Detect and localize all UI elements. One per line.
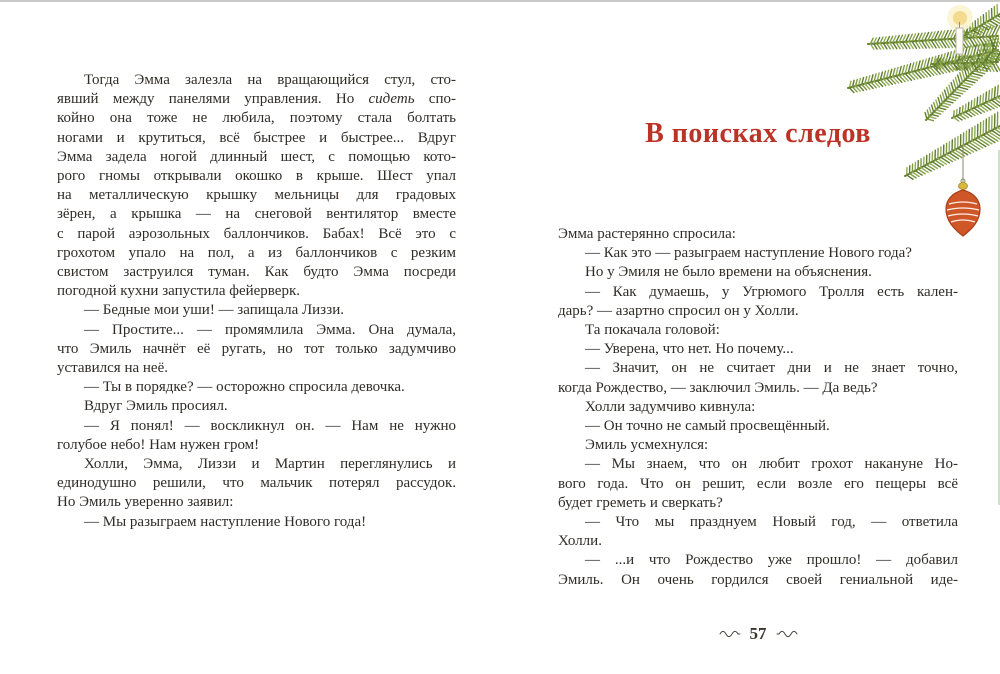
- fir-branch-decoration: [810, 0, 1000, 250]
- text-line: — ...и что Рождество уже прошло! — добавил: [585, 552, 958, 569]
- text-line: Холли.: [558, 533, 602, 550]
- squiggle-ornament-icon: [776, 630, 798, 638]
- text-line: — Что мы празднуем Новый год, — ответила: [585, 514, 958, 531]
- text-line: зёрен, а крышка — на снеговой вентилятор вместе: [57, 206, 456, 223]
- text-line: — Бедные мои уши! — запищала Лиззи.: [84, 302, 344, 319]
- text-line: вого года. Что он решит, если возле его пещеры всё: [558, 475, 958, 492]
- page-footer: [558, 624, 958, 644]
- text-line: Но у Эмиля не было времени на объяснения.: [585, 264, 872, 281]
- text-line: — Мы знаем, что он любит грохот накануне Но-: [585, 456, 958, 473]
- chapter-heading: В поисках следов: [645, 118, 871, 149]
- text-line: — Ты в порядке? — осторожно спросила девочка.: [84, 379, 405, 396]
- text-line: — Простите... — промямлила Эмма. Она думала,: [84, 321, 456, 338]
- text-line: грохотом упало на пол, а из баллончиков с резким: [57, 244, 456, 261]
- text-line: свистом заструился туман. Как будто Эмма посреди: [57, 264, 456, 281]
- text-line: погодной кухни запустила фейерверк.: [57, 283, 300, 300]
- text-line: Но Эмиль уверенно заявил:: [57, 494, 234, 511]
- text-line: Эмма растерянно спросила:: [558, 226, 736, 242]
- text-line: — Я понял! — воскликнул он. — Нам не нужно: [84, 417, 456, 434]
- text-line: дарь? — азартно спросил он у Холли.: [558, 302, 799, 319]
- text-line: Та покачала головой:: [585, 322, 720, 339]
- squiggle-ornament-icon: [719, 630, 741, 638]
- page-number: 57: [749, 624, 767, 643]
- text-line: Холли, Эмма, Лиззи и Мартин переглянулись и: [84, 456, 456, 473]
- text-line: будет греметь и сверкать?: [558, 494, 723, 511]
- text-line: на металлическую крышку мельницы для градовых: [57, 187, 456, 204]
- text-line: Тогда Эмма залезла на вращающийся стул, сто-: [84, 72, 456, 88]
- text-line: — Как думаешь, у Угрюмого Тролля есть кален-: [585, 283, 958, 300]
- text-line: — Он точно не самый просвещённый.: [585, 418, 830, 435]
- text-line: с парой аэрозольных баллончиков. Бабах! Всё это с: [57, 225, 456, 242]
- text-line: единодушно решили, что мальчик потерял рассудок.: [57, 475, 456, 492]
- text-line: голубое небо! Нам нужен гром!: [57, 436, 260, 453]
- bauble-ornament-icon: [946, 146, 980, 236]
- right-page-text: [558, 225, 958, 590]
- text-line: что Эмиль начнёт её ругать, но тот только задумчиво: [57, 340, 456, 357]
- text-line: уставился на неё.: [57, 360, 168, 377]
- text-line: — Как это — разыграем наступление Нового года?: [585, 245, 912, 262]
- text-line: койно она тоже не любила, поэтому стала болтать: [57, 110, 456, 127]
- left-page-text: [57, 71, 456, 532]
- text-line: когда Рождество, — заключил Эмиль. — Да ведь?: [558, 379, 878, 396]
- text-line: ногами и крутиться, всё быстрее и быстрее... Вдруг: [57, 129, 456, 146]
- text-line: Холли задумчиво кивнула:: [585, 398, 756, 415]
- text-line: Вдруг Эмиль просиял.: [84, 398, 228, 415]
- text-line: — Значит, он не считает дни и не знает точно,: [585, 360, 958, 377]
- text-line: рого гномы открывали окошко в крыше. Шест упал: [57, 168, 456, 185]
- text-line: Эмма задела ногой длинный шест, с помощью кото-: [57, 148, 456, 165]
- text-line: — Уверена, что нет. Но почему...: [585, 341, 794, 358]
- text-line: Эмиль. Он очень гордился своей гениальной иде-: [558, 571, 958, 588]
- text-line: явший между панелями управления. Но сидеть спо-: [57, 91, 456, 108]
- text-line: Эмиль усмехнулся:: [585, 437, 709, 454]
- text-line: — Мы разыграем наступление Нового года!: [84, 513, 367, 530]
- fir-branch-icon: [810, 0, 1000, 250]
